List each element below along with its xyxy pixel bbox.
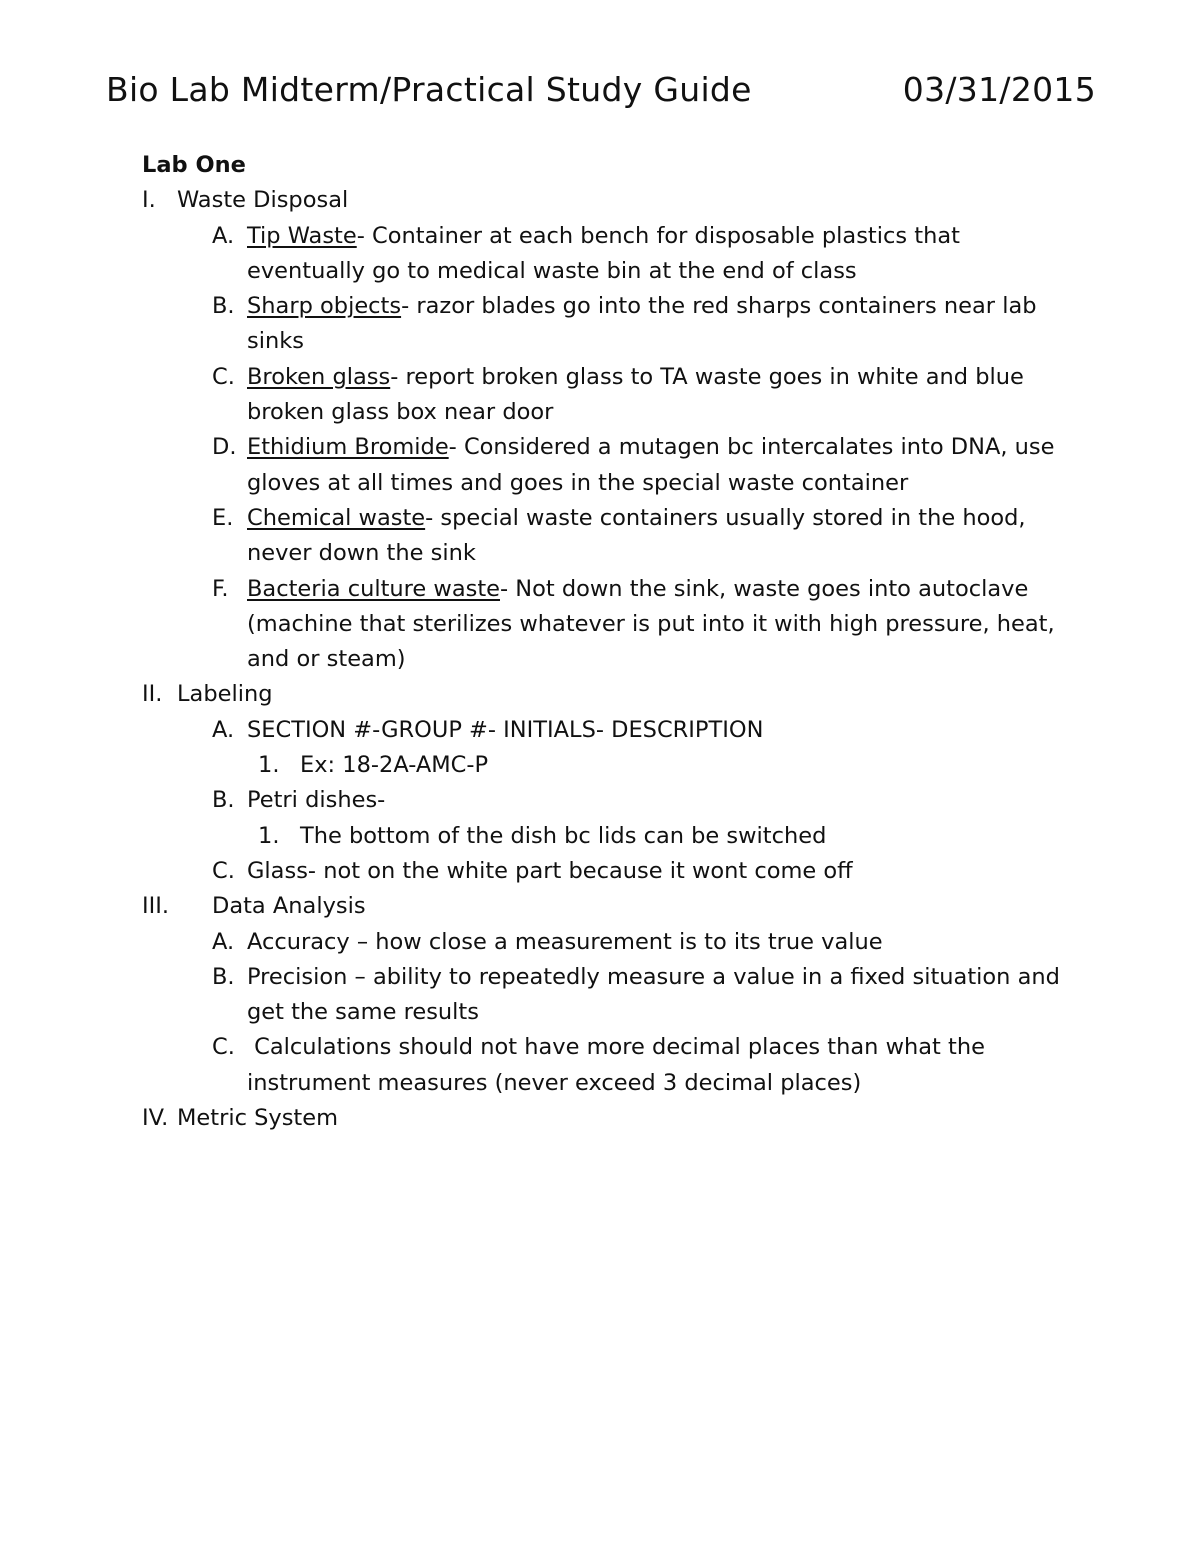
item-marker: D. [212, 434, 237, 461]
item-text: - razor blades go into the red sharps containers near lab sinks [247, 293, 1037, 355]
document-title: Bio Lab Midterm/Practical Study Guide [106, 70, 752, 109]
sub-item-marker: 1. [258, 752, 280, 779]
sub-item-text: Ex: 18-2A-AMC-P [300, 752, 489, 779]
item-marker: C. [212, 857, 235, 884]
list-item [142, 572, 1072, 678]
item-marker: C. [212, 363, 235, 390]
item-marker: A. [212, 928, 235, 955]
item-text: Accuracy – how close a measurement is to its true value [247, 928, 883, 955]
item-marker: A. [212, 716, 235, 743]
list-item [142, 783, 1072, 818]
item-term: Chemical waste [247, 504, 426, 531]
item-marker: B. [212, 963, 235, 990]
sub-item-text: The bottom of the dish bc lids can be switched [300, 822, 827, 849]
list-item [142, 289, 1072, 360]
list-item [142, 430, 1072, 501]
item-marker: B. [212, 293, 235, 320]
list-item [142, 960, 1072, 1031]
item-text: Calculations should not have more decimal places than what the instrument measures (never exceed 3 decimal places) [247, 1034, 993, 1096]
item-term: Broken glass [247, 363, 391, 390]
section-heading [142, 889, 1072, 924]
section-heading [142, 677, 1072, 712]
item-text: Precision – ability to repeatedly measure a value in a fixed situation and get the same results [247, 963, 1060, 1026]
sub-item-marker: 1. [258, 822, 280, 849]
list-item [142, 360, 1072, 431]
item-term: Sharp objects [247, 293, 402, 320]
section-marker: I. [142, 187, 156, 214]
list-item [142, 854, 1072, 889]
list-item [142, 713, 1072, 748]
header [106, 70, 1096, 120]
sub-list-item [142, 819, 1072, 854]
list-item [142, 219, 1072, 290]
item-term: Ethidium Bromide [247, 434, 449, 461]
list-item [142, 501, 1072, 572]
item-marker: B. [212, 787, 235, 814]
section-heading [142, 1101, 1072, 1136]
item-text: Glass- not on the white part because it wont come off [247, 857, 853, 884]
item-term: Bacteria culture waste [247, 575, 500, 602]
item-marker: C. [212, 1034, 235, 1061]
item-text: - report broken glass to TA waste goes in white and blue broken glass box near door [247, 363, 1024, 426]
item-marker: F. [212, 575, 229, 602]
section-label: Waste Disposal [177, 187, 349, 214]
item-text: - special waste containers usually stored in the hood, never down the sink [247, 504, 1026, 567]
item-text: Petri dishes- [247, 787, 386, 814]
item-marker: A. [212, 222, 235, 249]
section-label: Metric System [177, 1105, 339, 1132]
document-date: 03/31/2015 [902, 70, 1096, 109]
item-text: - Considered a mutagen bc intercalates into DNA, use gloves at all times and goes in the special waste container [247, 434, 1055, 496]
section-marker: III. [142, 893, 170, 920]
section-label: Labeling [177, 681, 273, 708]
item-term: Tip Waste [247, 222, 357, 249]
section-heading [142, 183, 1072, 218]
section-label: Data Analysis [212, 893, 366, 920]
lab-heading: Lab One [142, 152, 246, 178]
section-marker: IV. [142, 1105, 169, 1132]
list-item [142, 925, 1072, 960]
item-text: - Not down the sink, waste goes into autoclave (machine that sterilizes whatever is put into it with high pressure, heat, and or steam) [247, 575, 1055, 673]
study-guide-content [142, 148, 1072, 1136]
item-marker: E. [212, 504, 234, 531]
section-marker: II. [142, 681, 163, 708]
list-item [142, 1030, 1072, 1101]
item-text: - Container at each bench for disposable plastics that eventually go to medical waste bin at the end of class [247, 222, 960, 284]
sub-list-item [142, 748, 1072, 783]
item-text: SECTION #-GROUP #- INITIALS- DESCRIPTION [247, 716, 764, 743]
